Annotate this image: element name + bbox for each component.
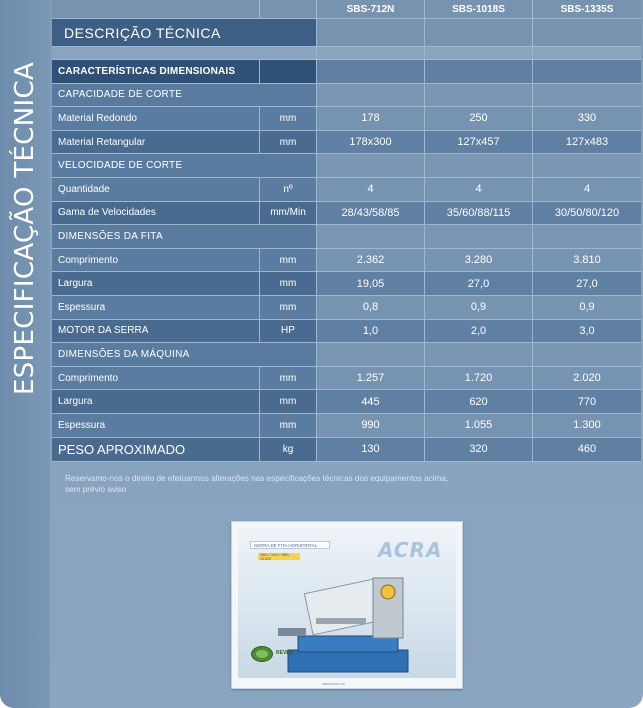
row-unit: mm xyxy=(260,272,317,295)
title-blank-2 xyxy=(425,19,533,46)
row-value: 19,05 xyxy=(317,272,425,295)
section-blank-cell xyxy=(533,84,641,107)
row-value: 1.300 xyxy=(533,414,641,437)
thumbnail-label: SERRA DE FITA HORIZONTAL xyxy=(250,541,330,549)
section-blank-cell xyxy=(317,154,425,177)
table-row xyxy=(52,202,641,226)
row-label: Espessura xyxy=(52,296,260,319)
row-value: 0,8 xyxy=(317,296,425,319)
spacer-cell xyxy=(425,47,533,59)
row-label: MOTOR DA SERRA xyxy=(52,320,260,343)
row-label: Largura xyxy=(52,390,260,413)
row-value: 1.257 xyxy=(317,367,425,390)
row-value: 445 xyxy=(317,390,425,413)
row-value: 178 xyxy=(317,107,425,130)
row-value: 28/43/58/85 xyxy=(317,202,425,225)
row-value: 3,0 xyxy=(533,320,641,343)
row-value: 30/50/80/120 xyxy=(533,202,641,225)
row-value: 4 xyxy=(425,178,533,201)
section-label: CARACTERÍSTICAS DIMENSIONAIS xyxy=(52,60,260,83)
thumbnail-brand: ACRA xyxy=(378,538,443,562)
row-label: Gama de Velocidades xyxy=(52,202,260,225)
header-blank xyxy=(52,0,260,18)
row-unit: mm xyxy=(260,131,317,154)
row-value: 127x457 xyxy=(425,131,533,154)
section-blank-cell xyxy=(533,225,641,248)
table-body xyxy=(52,60,641,462)
row-unit: mm xyxy=(260,249,317,272)
row-value: 250 xyxy=(425,107,533,130)
thumbnail-footer: www.acra.com xyxy=(322,682,345,686)
table-row xyxy=(52,296,641,320)
row-value: 320 xyxy=(425,438,533,461)
table-header xyxy=(52,0,641,19)
header-blank-unit xyxy=(260,0,317,18)
row-unit: mm xyxy=(260,107,317,130)
row-value: 35/60/88/115 xyxy=(425,202,533,225)
row-unit: nº xyxy=(260,178,317,201)
section-label: DIMENSÕES DA MÁQUINA xyxy=(52,343,317,366)
row-value: 1.720 xyxy=(425,367,533,390)
row-unit: HP xyxy=(260,320,317,343)
row-label: PESO APROXIMADO xyxy=(52,438,260,461)
row-value: 3.280 xyxy=(425,249,533,272)
row-value: 127x483 xyxy=(533,131,641,154)
section-blank-cell xyxy=(425,60,533,83)
table-row xyxy=(52,390,641,414)
row-value: 770 xyxy=(533,390,641,413)
table-row xyxy=(52,438,641,462)
section-blank-cell xyxy=(533,343,641,366)
side-bar xyxy=(0,0,50,708)
spec-table xyxy=(52,0,641,462)
row-unit: kg xyxy=(260,438,317,461)
row-value: 1,0 xyxy=(317,320,425,343)
side-title: ESPECIFICAÇÃO TÉCNICA xyxy=(10,61,40,395)
section-blank-cell xyxy=(317,84,425,107)
section-blank-cell xyxy=(317,60,425,83)
section-row xyxy=(52,225,641,249)
row-label: Material Retangular xyxy=(52,131,260,154)
section-blank-cell xyxy=(425,84,533,107)
thumbnail-model-tag: SBS-712N / SBS-1018S xyxy=(258,553,300,560)
table-row xyxy=(52,367,641,391)
row-value: 2.020 xyxy=(533,367,641,390)
section-blank-cell xyxy=(317,343,425,366)
row-label: Material Redondo xyxy=(52,107,260,130)
row-value: 620 xyxy=(425,390,533,413)
table-row xyxy=(52,249,641,273)
spacer-cell xyxy=(52,47,317,59)
table-row xyxy=(52,272,641,296)
header-model-3: SBS-1335S xyxy=(533,0,641,18)
section-blank-cell xyxy=(425,154,533,177)
section-blank-cell xyxy=(317,225,425,248)
row-value: 3.810 xyxy=(533,249,641,272)
table-row xyxy=(52,107,641,131)
table-row xyxy=(52,320,641,344)
header-model-1: SBS-712N xyxy=(317,0,425,18)
row-value: 27,0 xyxy=(533,272,641,295)
section-blank-cell xyxy=(533,154,641,177)
spacer-cell xyxy=(317,47,425,59)
table-row xyxy=(52,414,641,438)
row-value: 460 xyxy=(533,438,641,461)
row-value: 2.362 xyxy=(317,249,425,272)
row-value: 330 xyxy=(533,107,641,130)
header-model-2: SBS-1018S xyxy=(425,0,533,18)
row-value: 1.055 xyxy=(425,414,533,437)
doc-title: DESCRIÇÃO TÉCNICA xyxy=(52,19,317,46)
row-value: 990 xyxy=(317,414,425,437)
logo-icon xyxy=(255,649,269,659)
row-value: 130 xyxy=(317,438,425,461)
band-saw-machine-illustration xyxy=(268,558,428,678)
section-row xyxy=(52,154,641,178)
thumbnail-logo-text: REVER xyxy=(276,650,294,656)
section-row xyxy=(52,84,641,108)
title-row xyxy=(52,19,641,47)
section-blank-cell xyxy=(533,60,641,83)
table-row xyxy=(52,178,641,202)
disclaimer-note: Reservamo-nos o direito de efetuarmos alterações nas especificações técnicas dos equipamentos acima, sem prévio aviso xyxy=(65,474,449,494)
row-value: 4 xyxy=(533,178,641,201)
table-row xyxy=(52,131,641,155)
row-label: Comprimento xyxy=(52,249,260,272)
row-value: 0,9 xyxy=(425,296,533,319)
row-unit: mm xyxy=(260,367,317,390)
section-row xyxy=(52,343,641,367)
section-label: CAPACIDADE DE CORTE xyxy=(52,84,317,107)
row-label: Comprimento xyxy=(52,367,260,390)
row-value: 2,0 xyxy=(425,320,533,343)
row-label: Quantidade xyxy=(52,178,260,201)
section-label: DIMENSÕES DA FITA xyxy=(52,225,317,248)
row-label: Espessura xyxy=(52,414,260,437)
thumbnail-logo xyxy=(251,646,273,662)
spacer-cell xyxy=(533,47,641,59)
row-value: 178x300 xyxy=(317,131,425,154)
spacer-row xyxy=(52,47,641,60)
row-unit: mm xyxy=(260,414,317,437)
title-blank-1 xyxy=(317,19,425,46)
section-blank-cell xyxy=(425,225,533,248)
row-label: Largura xyxy=(52,272,260,295)
row-value: 27,0 xyxy=(425,272,533,295)
catalog-thumbnail[interactable] xyxy=(231,521,463,689)
title-blank-3 xyxy=(533,19,641,46)
section-blank-cell xyxy=(425,343,533,366)
thumbnail-image xyxy=(238,528,456,678)
row-value: 0,9 xyxy=(533,296,641,319)
row-unit: mm xyxy=(260,296,317,319)
row-value: 4 xyxy=(317,178,425,201)
section-unit-blank xyxy=(260,60,317,83)
section-label: VELOCIDADE DE CORTE xyxy=(52,154,317,177)
section-row xyxy=(52,60,641,84)
row-unit: mm xyxy=(260,390,317,413)
row-unit: mm/Min xyxy=(260,202,317,225)
